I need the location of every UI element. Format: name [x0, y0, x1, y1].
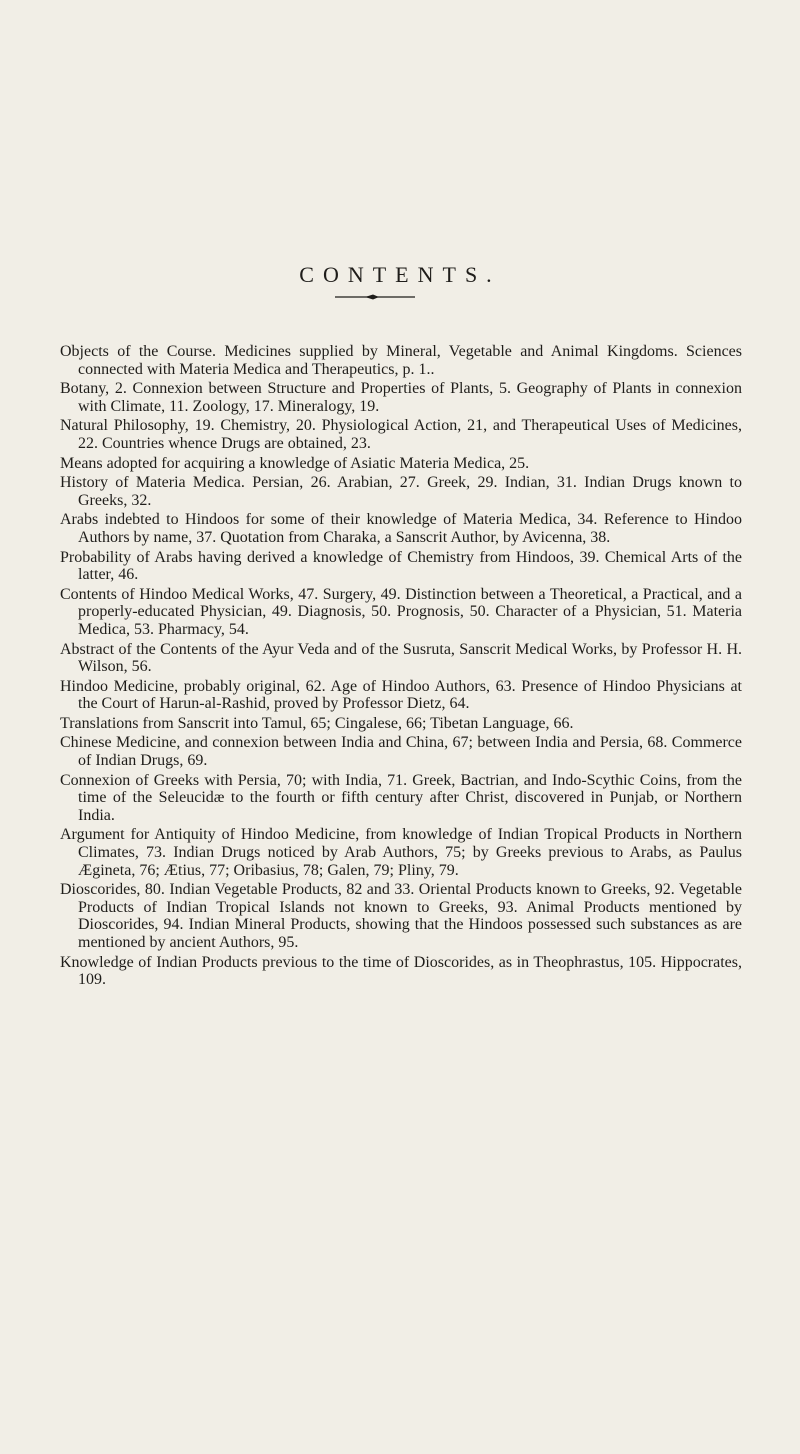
- contents-entry: Botany, 2. Connexion between Structure and Properties of Plants, 5. Geography of Plants in connexion with Climate, 11. Zoology, 17. Mineralogy, 19.: [60, 380, 742, 415]
- ornament-rule-icon: [335, 292, 415, 302]
- contents-entry: Natural Philosophy, 19. Chemistry, 20. Physiological Action, 21, and Therapeutical Uses of Medicines, 22. Countries whence Drugs are obtained, 23.: [60, 417, 742, 452]
- contents-entry: Chinese Medicine, and connexion between India and China, 67; between India and Persia, 68. Commerce of Indian Drugs, 69.: [60, 734, 742, 770]
- contents-entry: Objects of the Course. Medicines supplied by Mineral, Vegetable and Animal Kingdoms. Sciences connected with Materia Medica and Therapeutics, p. 1..: [60, 343, 742, 378]
- contents-entry: Contents of Hindoo Medical Works, 47. Surgery, 49. Distinction between a Theoretical, a Practical, and a properly-educated Physician, 49. Diagnosis, 50. Prognosis, 50. Character of a Physician, 51. Materia Medica, 53. Pharmacy, 54.: [60, 585, 742, 638]
- contents-entry: Dioscorides, 80. Indian Vegetable Products, 82 and 33. Oriental Products known to Greeks, 92. Vegetable Products of Indian Tropical Islands not known to Greeks, 93. Animal Products mentioned by Dioscorides, 94. Indian Mineral Products, showing that the Hindoos possessed such substances as are mentioned by ancient Authors, 95.: [60, 881, 742, 951]
- contents-entry: Translations from Sanscrit into Tamul, 65; Cingalese, 66; Tibetan Language, 66.: [60, 714, 574, 732]
- page-title: CONTENTS.: [299, 262, 501, 287]
- contents-entry: Argument for Antiquity of Hindoo Medicine, from knowledge of Indian Tropical Products in Northern Climates, 73. Indian Drugs noticed by Arab Authors, 75; by Greeks previous to Arabs, as Paulus Ægineta, 76; Ætius, 77; Oribasius, 78; Galen, 79; Pliny, 79.: [60, 826, 742, 879]
- contents-list: [60, 343, 742, 991]
- contents-entry: Probability of Arabs having derived a knowledge of Chemistry from Hindoos, 39. Chemical Arts of the latter, 46.: [60, 548, 742, 584]
- contents-entry: Abstract of the Contents of the Ayur Veda and of the Susruta, Sanscrit Medical Works, by Professor H. H. Wilson, 56.: [60, 640, 742, 676]
- contents-entry: History of Materia Medica. Persian, 26. Arabian, 27. Greek, 29. Indian, 31. Indian Drugs known to Greeks, 32.: [60, 474, 742, 509]
- contents-entry: Arabs indebted to Hindoos for some of their knowledge of Materia Medica, 34. Reference to Hindoo Authors by name, 37. Quotation from Charaka, a Sanscrit Author, by Avicenna, 38.: [60, 511, 742, 546]
- contents-entry: Knowledge of Indian Products previous to the time of Dioscorides, as in Theophrastus, 105. Hippocrates, 109.: [60, 953, 742, 989]
- contents-entry: Connexion of Greeks with Persia, 70; with India, 71. Greek, Bactrian, and Indo-Scythic Coins, from the time of the Seleucidæ to the fourth or fifth century after Christ, discovered in Punjab, or Northern India.: [60, 771, 742, 824]
- contents-entry: Means adopted for acquiring a knowledge of Asiatic Materia Medica, 25.: [60, 454, 530, 472]
- contents-entry: Hindoo Medicine, probably original, 62. Age of Hindoo Authors, 63. Presence of Hindoo Physicians at the Court of Harun-al-Rashid, proved by Professor Dietz, 64.: [60, 677, 742, 713]
